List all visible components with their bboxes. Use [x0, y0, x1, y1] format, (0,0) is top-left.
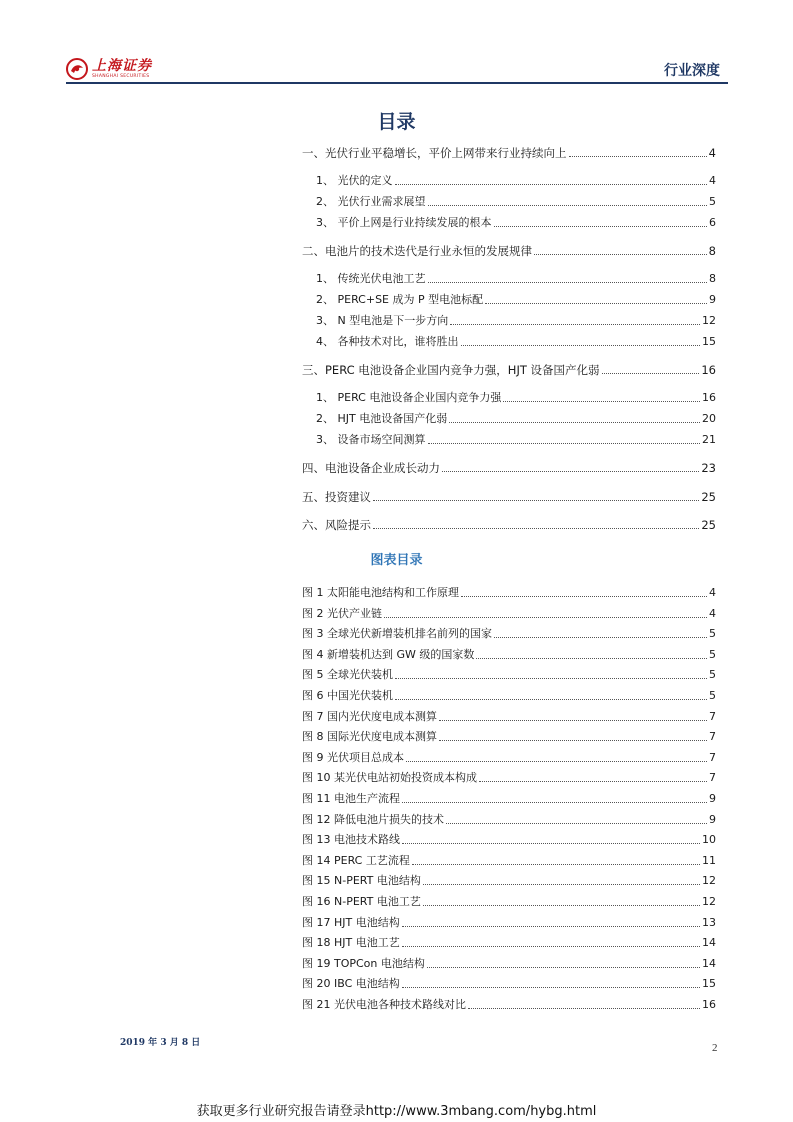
toc-subsection-entry[interactable] [316, 389, 716, 405]
entry-title: 图 11 电池生产流程 [302, 792, 400, 805]
dot-leader [395, 678, 707, 679]
entry-page-number: 5 [709, 689, 716, 702]
dot-leader [534, 254, 707, 255]
entry-page-number: 4 [709, 174, 716, 187]
entry-title: 1、 光伏的定义 [316, 174, 393, 187]
entry-page-number: 25 [701, 490, 716, 504]
dot-leader [384, 617, 707, 618]
figure-entry[interactable] [302, 872, 716, 888]
dot-leader [442, 471, 699, 472]
dot-leader [373, 528, 699, 529]
entry-title: 4、 各种技术对比，谁将胜出 [316, 335, 459, 348]
dot-leader [494, 226, 708, 227]
entry-page-number: 5 [709, 627, 716, 641]
entry-title: 图 13 电池技术路线 [302, 833, 400, 847]
entry-title: 1、 传统光伏电池工艺 [316, 272, 426, 285]
entry-page-number: 8 [709, 272, 716, 285]
dot-leader [428, 282, 708, 283]
entry-page-number: 10 [702, 833, 716, 847]
entry-title: 图 6 中国光伏装机 [302, 689, 393, 702]
figure-entry[interactable] [302, 975, 716, 991]
entry-title: 五、投资建议 [302, 490, 371, 504]
logo-emblem-icon [66, 58, 88, 80]
dot-leader [476, 658, 707, 659]
dot-leader [439, 720, 707, 721]
entry-page-number: 16 [701, 363, 716, 377]
entry-page-number: 9 [709, 812, 716, 826]
toc-subsection-entry[interactable] [316, 312, 716, 328]
dot-leader [402, 926, 700, 927]
entry-page-number: 16 [702, 998, 716, 1011]
toc-subsection-entry[interactable] [316, 193, 716, 209]
figure-entry[interactable] [302, 749, 716, 765]
dot-leader [412, 864, 700, 865]
dot-leader [503, 401, 700, 402]
entry-title: 二、电池片的技术迭代是行业永恒的发展规律 [302, 244, 532, 258]
entry-page-number: 7 [709, 709, 716, 723]
entry-page-number: 12 [702, 314, 716, 327]
toc-section-entry[interactable] [302, 144, 716, 160]
toc-subsection-entry[interactable] [316, 431, 716, 447]
entry-title: 六、风险提示 [302, 518, 371, 532]
entry-page-number: 6 [709, 216, 716, 229]
entry-title: 图 15 N-PERT 电池结构 [302, 874, 421, 888]
entry-page-number: 4 [709, 586, 716, 599]
entry-title: 图 9 光伏项目总成本 [302, 750, 404, 764]
toc-section-entry[interactable] [302, 488, 716, 504]
dot-leader [468, 1008, 700, 1009]
toc-title: 目录 [377, 111, 416, 133]
entry-title: 2、 HJT 电池设备国产化弱 [316, 412, 448, 425]
entry-title: 图 7 国内光伏度电成本测算 [302, 709, 437, 723]
figure-entry[interactable] [302, 646, 716, 662]
dot-leader [569, 156, 707, 157]
entry-title: 图 3 全球光伏新增装机排名前列的国家 [302, 627, 492, 641]
entry-title: 图 20 IBC 电池结构 [302, 977, 400, 991]
dot-leader [461, 596, 707, 597]
entry-title: 图 14 PERC 工艺流程 [302, 853, 410, 867]
dot-leader [402, 843, 700, 844]
entry-title: 3、 设备市场空间测算 [316, 433, 426, 446]
figure-entry[interactable] [302, 811, 716, 827]
dot-leader [427, 967, 700, 968]
entry-title: 2、 光伏行业需求展望 [316, 195, 426, 208]
entry-title: 2、 PERC+SE 成为 P 型电池标配 [316, 293, 484, 306]
entry-title: 三、PERC 电池设备企业国内竞争力强，HJT 设备国产化弱 [302, 363, 600, 377]
entry-title: 图 12 降低电池片损失的技术 [302, 812, 444, 826]
figure-entry[interactable] [302, 852, 716, 868]
figure-entry[interactable] [302, 790, 716, 806]
entry-page-number: 25 [701, 518, 716, 532]
entry-page-number: 4 [708, 146, 716, 160]
entry-page-number: 15 [702, 977, 716, 991]
toc-subsection-entry[interactable] [316, 270, 716, 286]
figure-entry[interactable] [302, 728, 716, 744]
toc-subsection-entry[interactable] [316, 172, 716, 188]
figure-entry[interactable] [302, 708, 716, 724]
entry-title: 图 1 太阳能电池结构和工作原理 [302, 586, 459, 599]
dot-leader [485, 303, 707, 304]
dot-leader [402, 802, 707, 803]
entry-title: 图 19 TOPCon 电池结构 [302, 956, 425, 970]
entry-page-number: 9 [709, 792, 716, 805]
entry-page-number: 7 [709, 771, 716, 785]
dot-leader [450, 324, 700, 325]
entry-title: 图 21 光伏电池各种技术路线对比 [302, 998, 466, 1011]
dot-leader [423, 884, 700, 885]
dot-leader [395, 184, 708, 185]
figure-entry[interactable] [302, 605, 716, 621]
dot-leader [446, 823, 707, 824]
entry-title: 3、 N 型电池是下一步方向 [316, 314, 449, 327]
report-date: 2019 年 3 月 8 日 [120, 1038, 201, 1048]
dot-leader [449, 422, 700, 423]
dot-leader [479, 781, 707, 782]
figure-entry[interactable] [302, 996, 716, 1012]
entry-title: 一、光伏行业平稳增长，平价上网带来行业持续向上 [302, 146, 567, 160]
entry-page-number: 13 [702, 915, 716, 929]
report-type-tag: 行业深度 [664, 63, 720, 79]
entry-title: 图 18 HJT 电池工艺 [302, 936, 400, 950]
dot-leader [395, 699, 707, 700]
figure-entry[interactable] [302, 831, 716, 847]
toc-subsection-entry[interactable] [316, 291, 716, 307]
dot-leader [402, 946, 700, 947]
download-note: 获取更多行业研究报告请登录http://www.3mbang.com/hybg.html [196, 1104, 597, 1119]
entry-title: 图 10 某光伏电站初始投资成本构成 [302, 771, 477, 785]
dot-leader [423, 905, 700, 906]
entry-title: 图 5 全球光伏装机 [302, 668, 393, 682]
entry-page-number: 8 [708, 244, 716, 258]
toc-section-entry[interactable] [302, 516, 716, 532]
entry-page-number: 12 [702, 895, 716, 908]
entry-title: 图 8 国际光伏度电成本测算 [302, 730, 437, 744]
figure-entry[interactable] [302, 893, 716, 909]
figure-entry[interactable] [302, 934, 716, 950]
entry-title: 1、 PERC 电池设备企业国内竞争力强 [316, 391, 502, 404]
figure-list-title: 图表目录 [370, 553, 423, 568]
entry-page-number: 12 [702, 874, 716, 888]
company-logo [66, 56, 152, 82]
toc-section-entry[interactable] [302, 242, 716, 258]
dot-leader [428, 205, 708, 206]
dot-leader [602, 373, 700, 374]
entry-page-number: 23 [701, 461, 716, 475]
page-number: 2 [712, 1042, 718, 1054]
entry-page-number: 11 [702, 853, 716, 867]
entry-title: 图 4 新增装机达到 GW 级的国家数 [302, 647, 475, 661]
entry-page-number: 7 [709, 730, 716, 744]
header-divider [66, 82, 728, 84]
dot-leader [402, 987, 700, 988]
figure-entry[interactable] [302, 914, 716, 930]
entry-title: 图 2 光伏产业链 [302, 606, 382, 620]
figure-entry[interactable] [302, 769, 716, 785]
dot-leader [461, 345, 701, 346]
entry-page-number: 15 [702, 335, 716, 348]
figure-entry[interactable] [302, 666, 716, 682]
entry-page-number: 14 [702, 936, 716, 950]
figure-entry[interactable] [302, 687, 716, 703]
dot-leader [428, 443, 701, 444]
page-header [66, 52, 728, 84]
figure-entry[interactable] [302, 584, 716, 600]
dot-leader [406, 761, 707, 762]
entry-title: 四、电池设备企业成长动力 [302, 461, 440, 475]
entry-page-number: 5 [709, 195, 716, 208]
dot-leader [494, 637, 707, 638]
entry-page-number: 14 [702, 956, 716, 970]
entry-title: 3、 平价上网是行业持续发展的根本 [316, 216, 492, 229]
toc-subsection-entry[interactable] [316, 214, 716, 230]
dot-leader [439, 740, 707, 741]
logo-english-name: SHANGHAI SECURITIES [92, 73, 150, 79]
entry-title: 图 16 N-PERT 电池工艺 [302, 895, 421, 908]
entry-page-number: 9 [709, 293, 716, 306]
figure-entry[interactable] [302, 955, 716, 971]
entry-page-number: 5 [709, 668, 716, 682]
entry-title: 图 17 HJT 电池结构 [302, 915, 400, 929]
toc-subsection-entry[interactable] [316, 410, 716, 426]
toc-subsection-entry[interactable] [316, 333, 716, 349]
dot-leader [373, 500, 699, 501]
toc-section-entry[interactable] [302, 361, 716, 377]
entry-page-number: 21 [702, 433, 716, 446]
entry-page-number: 5 [709, 647, 716, 661]
entry-page-number: 7 [709, 750, 716, 764]
toc-section-entry[interactable] [302, 459, 716, 475]
entry-page-number: 16 [702, 391, 716, 404]
entry-page-number: 20 [702, 412, 716, 425]
figure-entry[interactable] [302, 625, 716, 641]
logo-chinese-name: 上海证券 [92, 57, 152, 74]
entry-page-number: 4 [709, 606, 716, 620]
